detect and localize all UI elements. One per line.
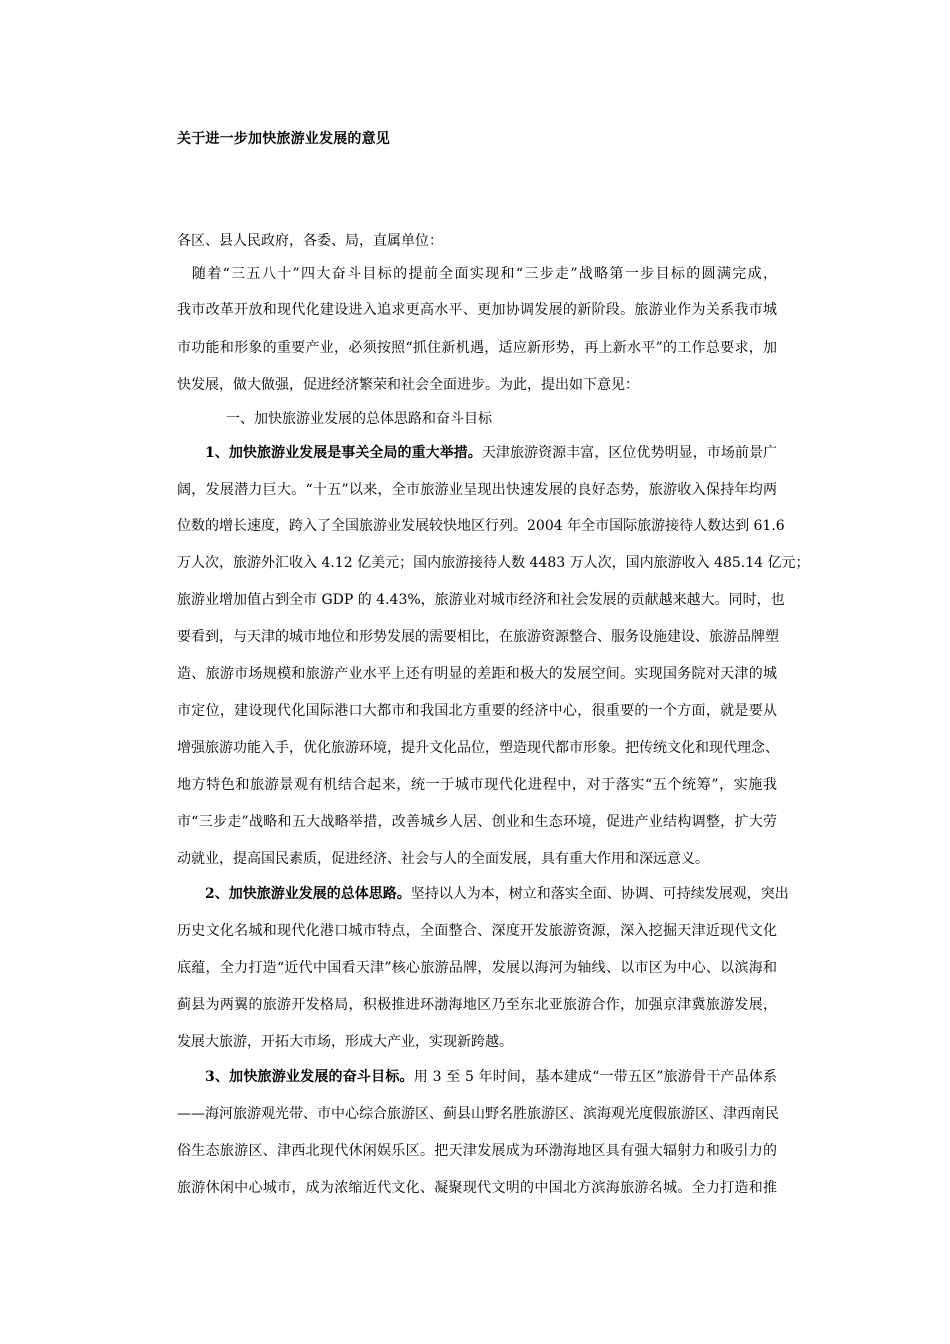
paragraph-line: 旅游业增加值占到全市 GDP 的 4.43%，旅游业对城市经济和社会发展的贡献越来越大。同时，也 — [177, 592, 785, 608]
paragraph-line: 位数的增长速度，跨入了全国旅游业发展较快地区行列。2004 年全市国际旅游接待人数达到 61.6 — [177, 518, 785, 534]
intro-line: 随着“三五八十”四大奋斗目标的提前全面实现和“三步走”战略第一步目标的圆满完成， — [192, 266, 777, 282]
paragraph-first-line — [205, 1068, 777, 1086]
paragraph-line: 发展大旅游，开拓大市场，形成大产业，实现新跨越。 — [177, 1034, 513, 1050]
paragraph-line: 市定位，建设现代化国际港口大都市和我国北方重要的经济中心，很重要的一个方面，就是要从 — [177, 703, 777, 719]
paragraph-lead: 2、加快旅游业发展的总体思路。 — [205, 886, 411, 902]
paragraph-lead: 3、加快旅游业发展的奋斗目标。 — [205, 1069, 414, 1085]
paragraph-text: 用 3 至 5 年时间，基本建成“一带五区”旅游骨干产品体系 — [413, 1069, 777, 1085]
paragraph-line: 历史文化名城和现代化港口城市特点，全面整合、深度开发旅游资源，深入挖掘天津近现代文化 — [177, 923, 777, 939]
paragraph-line: ——海河旅游观光带、市中心综合旅游区、蓟县山野名胜旅游区、滨海观光度假旅游区、津西南民 — [177, 1106, 779, 1122]
paragraph-line: 底蕴，全力打造“近代中国看天津”核心旅游品牌，发展以海河为轴线、以市区为中心、以滨海和 — [177, 960, 777, 976]
paragraph-line: 动就业，提高国民素质，促进经济、社会与人的全面发展，具有重大作用和深远意义。 — [177, 851, 709, 867]
paragraph-line: 俗生态旅游区、津西北现代休闲娱乐区。把天津发展成为环渤海地区具有强大辐射力和吸引力的 — [177, 1143, 777, 1159]
paragraph-line: 阔，发展潜力巨大。“十五”以来，全市旅游业呈现出快速发展的良好态势，旅游收入保持年均两 — [177, 482, 777, 498]
paragraph-line: 增强旅游功能入手，优化旅游环境，提升文化品位，塑造现代都市形象。把传统文化和现代理念、 — [177, 740, 779, 756]
paragraph-lead: 1、加快旅游业发展是事关全局的重大举措。 — [205, 445, 482, 461]
paragraph-text: 天津旅游资源丰富，区位优势明显，市场前景广 — [481, 445, 777, 461]
paragraph-line: 万人次，旅游外汇收入 4.12 亿美元；国内旅游接待人数 4483 万人次，国内旅游收入 485.14 亿元； — [177, 555, 810, 571]
intro-line: 我市改革开放和现代化建设进入追求更高水平、更加协调发展的新阶段。旅游业作为关系我市城 — [177, 302, 777, 318]
paragraph-line: 旅游休闲中心城市，成为浓缩近代文化、凝聚现代文明的中国北方滨海旅游名城。全力打造和推 — [177, 1180, 777, 1196]
paragraph-line: 地方特色和旅游景观有机结合起来，统一于城市现代化进程中，对于落实“五个统筹”，实施我 — [177, 777, 777, 793]
paragraph-line: 市“三步走”战略和五大战略举措，改善城乡人居、创业和生态环境，促进产业结构调整，扩大劳 — [177, 814, 777, 830]
paragraph-text: 坚持以人为本，树立和落实全面、协调、可持续发展观，突出 — [410, 886, 789, 902]
paragraph-line: 造、旅游市场规模和旅游产业水平上还有明显的差距和极大的发展空间。实现国务院对天津的城 — [177, 666, 777, 682]
paragraph-line: 要看到，与天津的城市地位和形势发展的需要相比，在旅游资源整合、服务设施建设、旅游品牌塑 — [177, 629, 779, 645]
paragraph-first-line — [205, 444, 777, 462]
salutation: 各区、县人民政府，各委、局，直属单位： — [177, 233, 443, 249]
intro-line: 市功能和形象的重要产业，必须按照“抓住新机遇，适应新形势，再上新水平”的工作总要求，加 — [177, 340, 777, 356]
section-heading: 一、加快旅游业发展的总体思路和奋斗目标 — [226, 411, 492, 427]
intro-line: 快发展，做大做强，促进经济繁荣和社会全面进步。为此，提出如下意见： — [177, 377, 639, 393]
paragraph-first-line — [205, 885, 789, 903]
document-title: 关于进一步加快旅游业发展的意见 — [177, 131, 390, 147]
paragraph-line: 蓟县为两翼的旅游开发格局，积极推进环渤海地区乃至东北亚旅游合作，加强京津冀旅游发展， — [177, 997, 777, 1013]
